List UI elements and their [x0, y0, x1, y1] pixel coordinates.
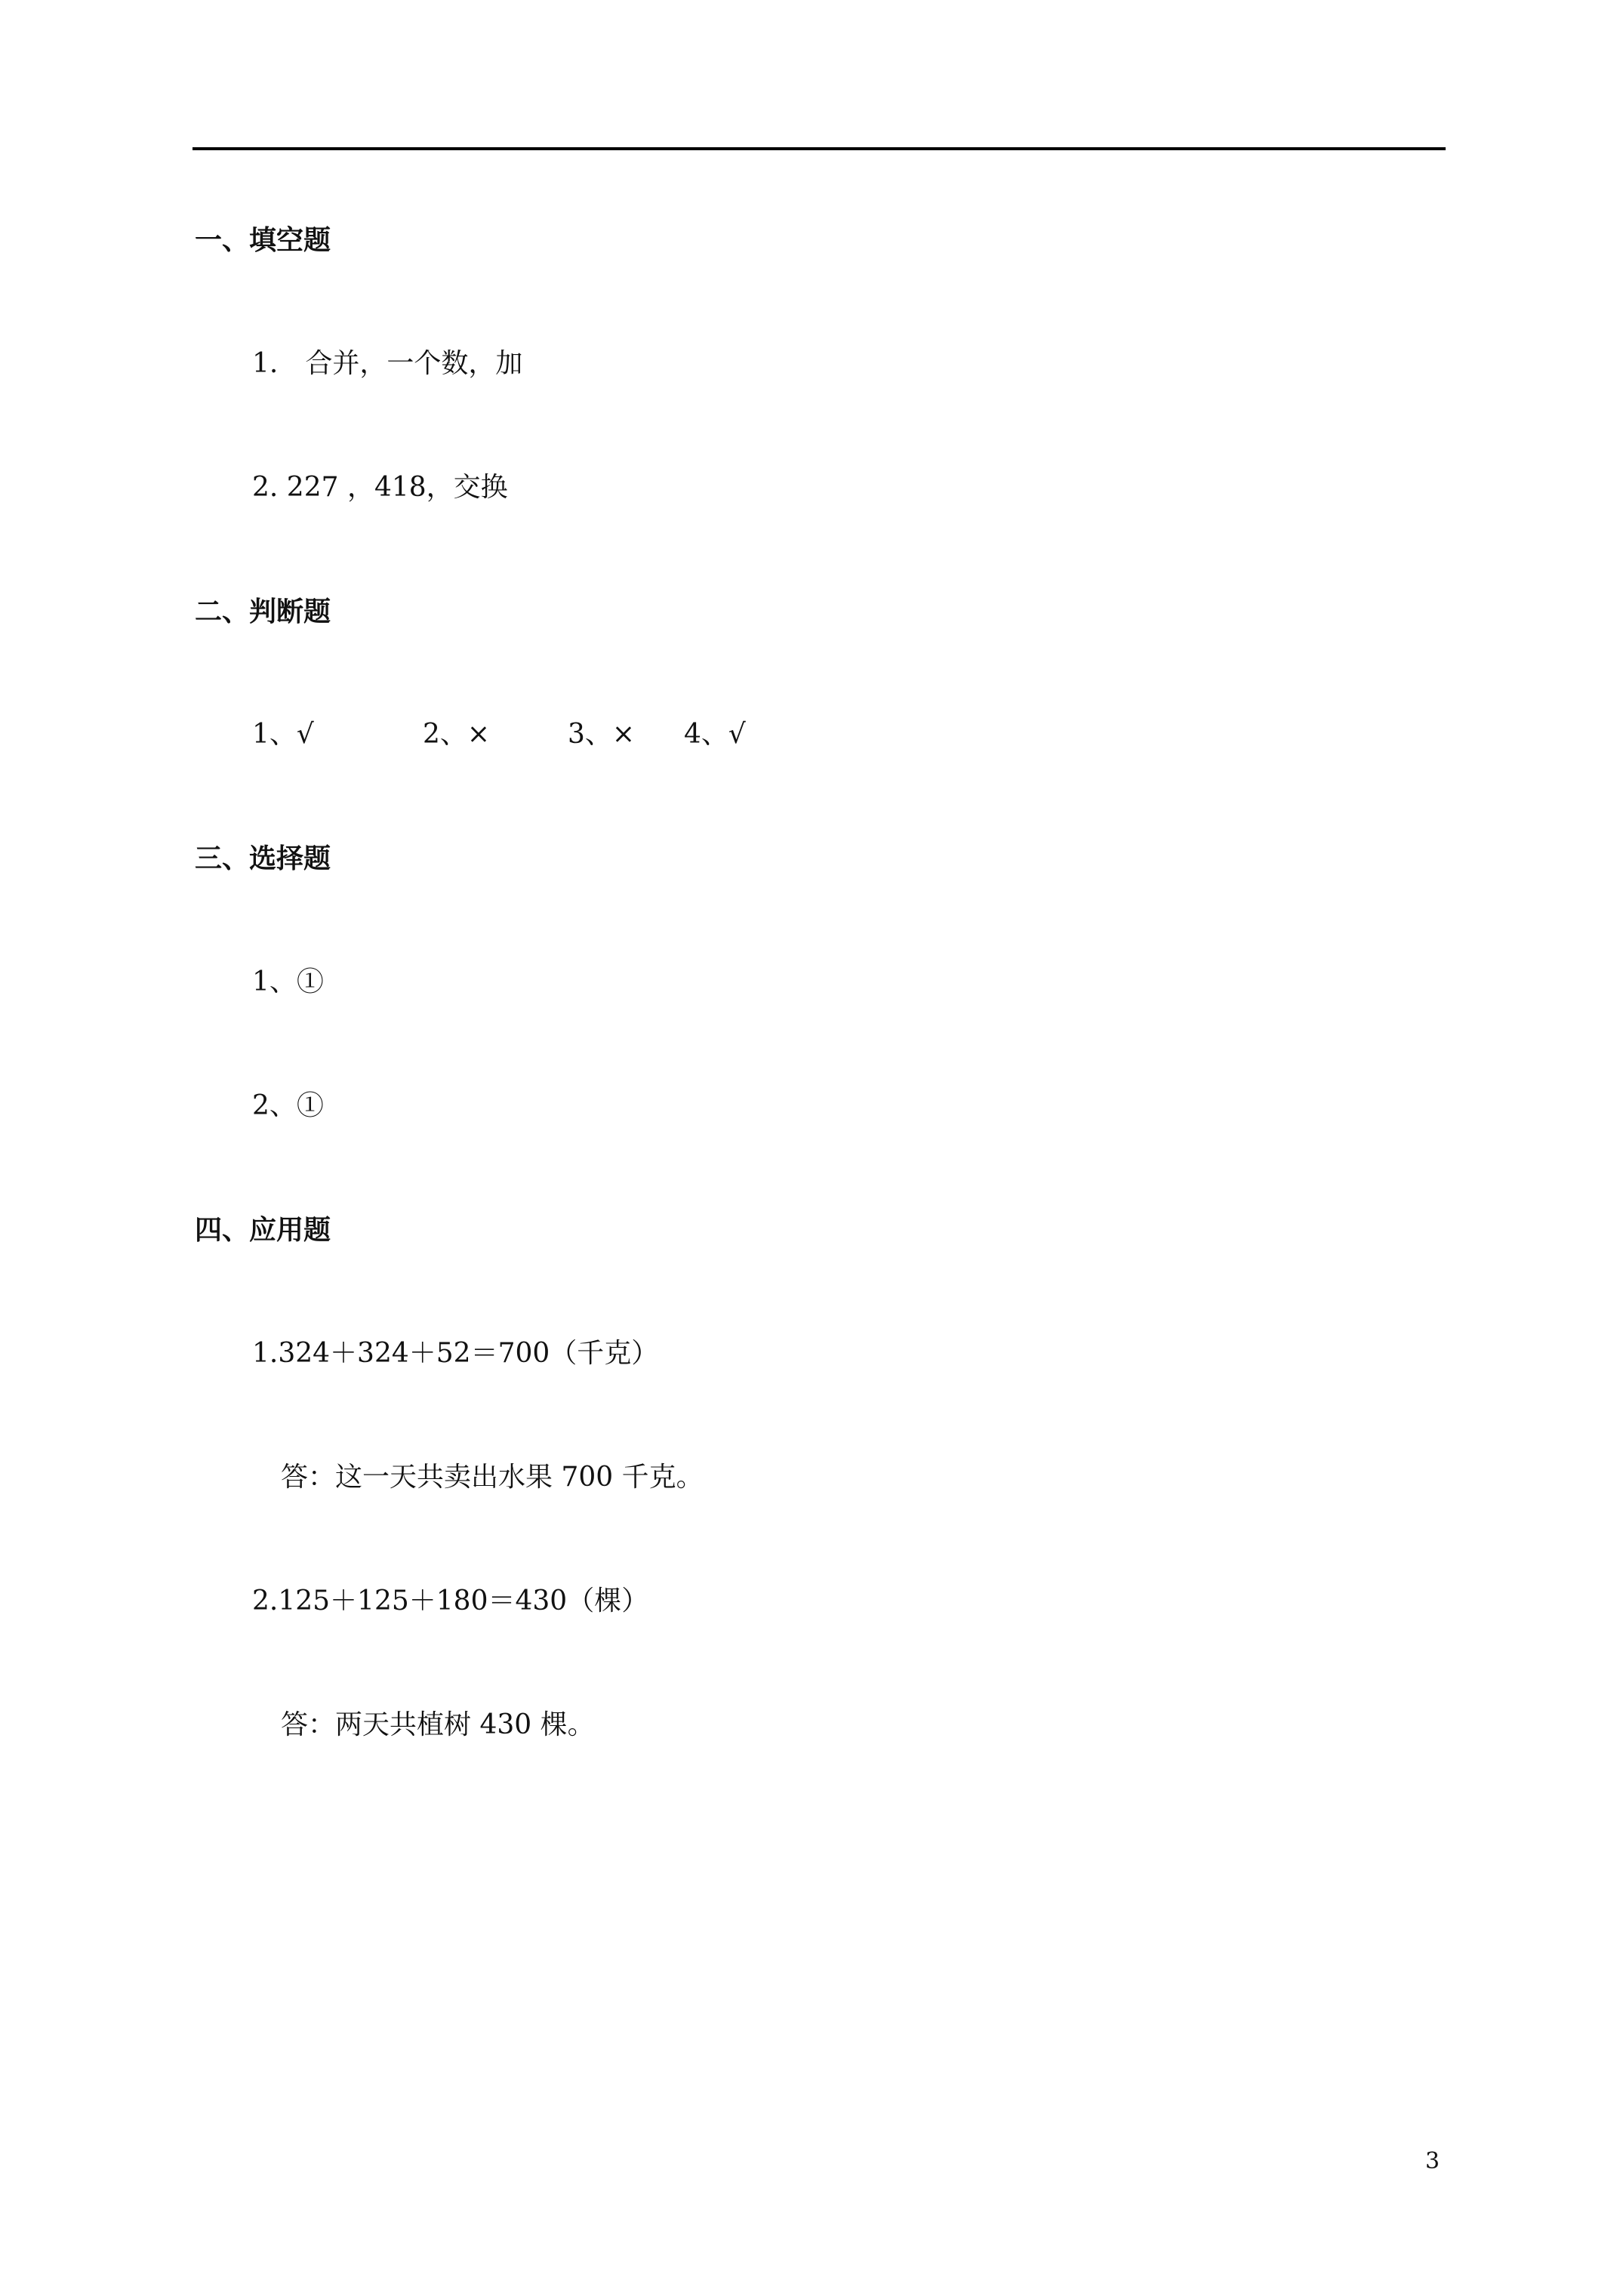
true-false-answer-1: 1、√ — [252, 719, 314, 750]
true-false-answer-3: 3、× — [568, 719, 636, 750]
application-answer-1: 答：这一天共卖出水果 700 千克。 — [281, 1462, 704, 1493]
true-false-answers — [0, 718, 1623, 751]
page-number: 3 — [1425, 2148, 1440, 2174]
section-heading-fill-blank: 一、填空题 — [195, 224, 331, 256]
multiple-choice-answer-1: 1、① — [252, 966, 324, 997]
section-heading-true-false: 二、判断题 — [195, 596, 331, 627]
true-false-answer-4: 4、√ — [684, 719, 746, 750]
application-equation-1: 1.324＋324＋52＝700（千克） — [252, 1338, 659, 1369]
section-heading-multiple-choice: 三、选择题 — [195, 843, 331, 874]
fill-blank-answer-1: 1. 合并，一个数，加 — [252, 348, 523, 379]
multiple-choice-answer-2: 2、① — [252, 1090, 324, 1121]
true-false-answer-2: 2、× — [423, 719, 491, 750]
fill-blank-answer-2: 2. 227 ，418，交换 — [252, 472, 508, 503]
application-equation-2: 2.125＋125＋180＝430（棵） — [252, 1586, 649, 1616]
application-answer-2: 答：两天共植树 430 棵。 — [281, 1709, 595, 1740]
section-heading-application: 四、应用题 — [195, 1214, 331, 1246]
header-rule — [192, 147, 1446, 150]
